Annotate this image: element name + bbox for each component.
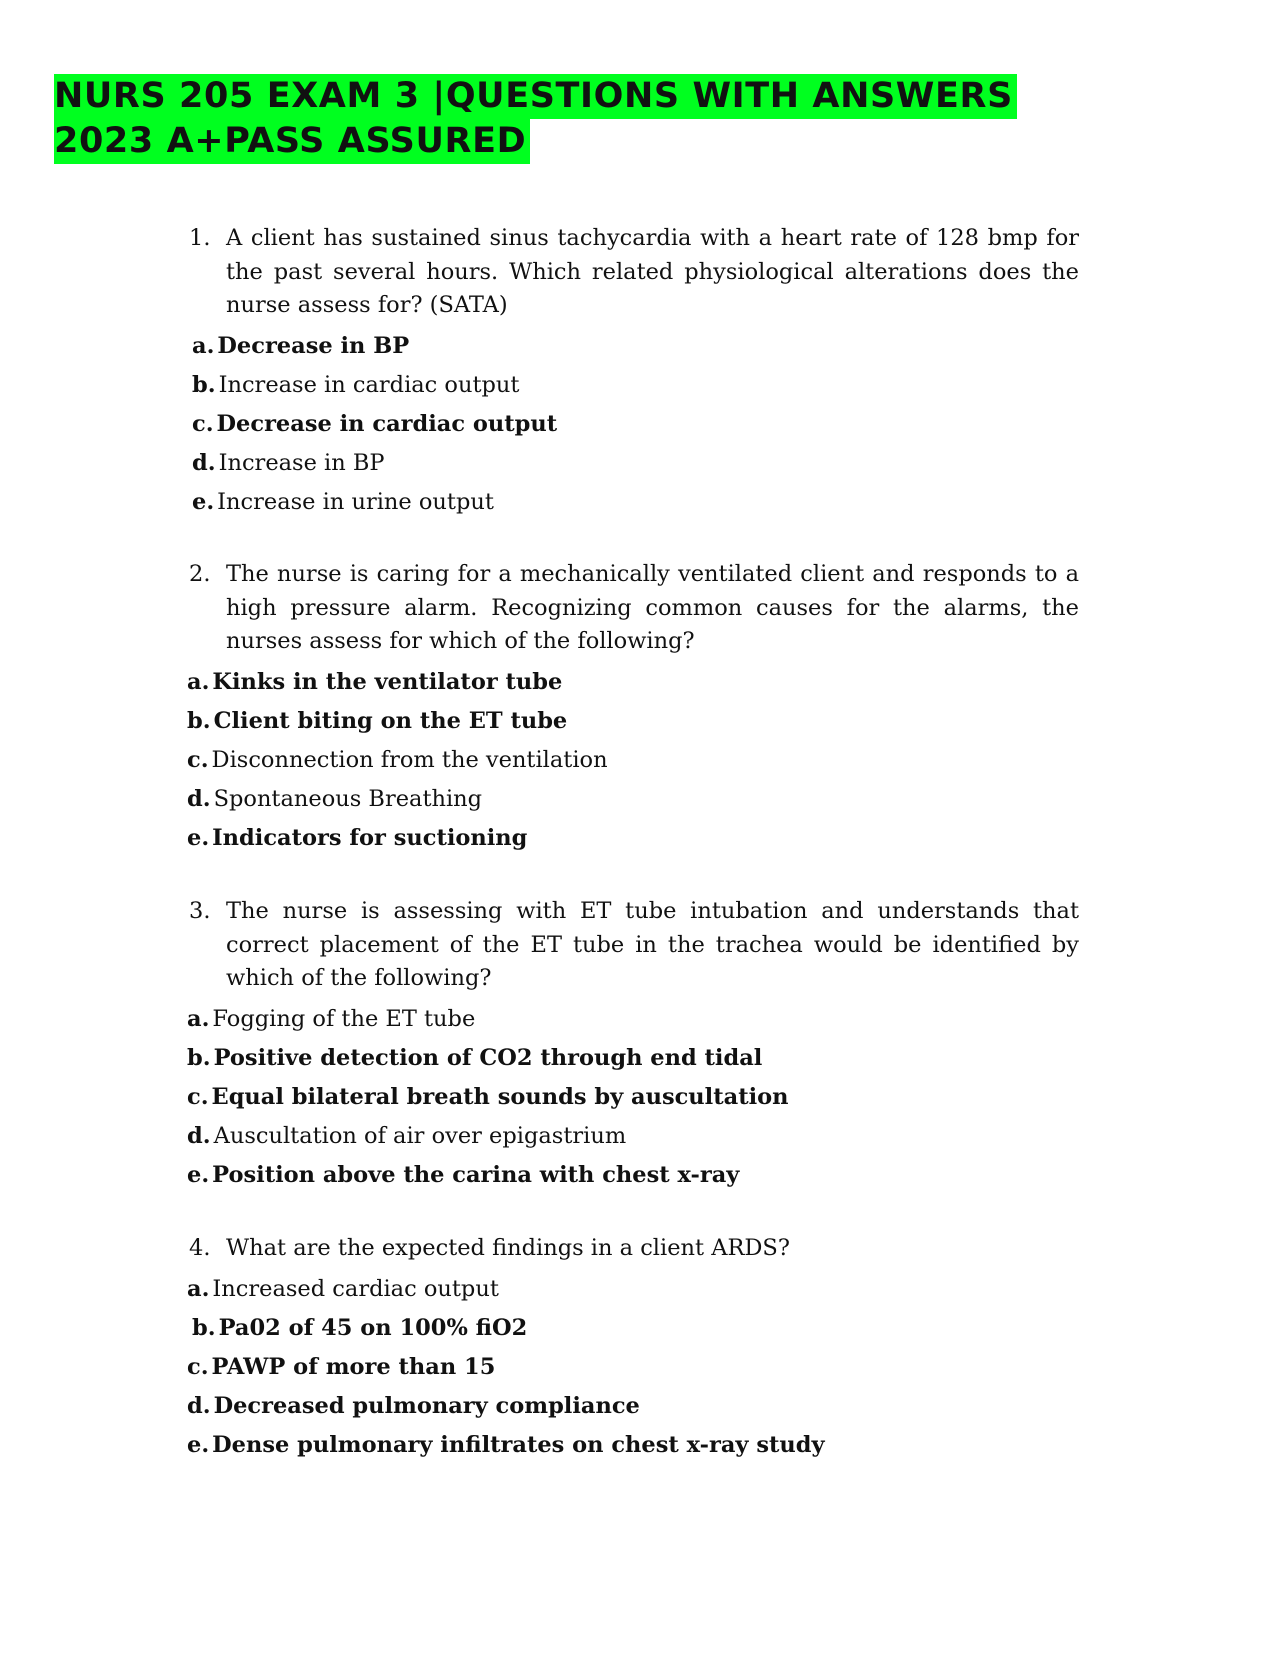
question-stem [189, 895, 1079, 996]
title-line-2: 2023 A+PASS ASSURED [54, 119, 530, 164]
option-b: b. Positive detection of CO2 through end tidal [187, 1044, 763, 1071]
option-list [187, 1270, 1079, 1465]
option-c: c. Equal bilateral breath sounds by auscultation [187, 1083, 789, 1110]
document-title [54, 74, 1017, 164]
option-a: a. Decrease in BP [192, 332, 410, 359]
question-number: 3. [189, 898, 211, 924]
question-2 [189, 558, 1079, 858]
option-a: a. Increased cardiac output [187, 1275, 499, 1302]
option-d: d. Auscultation of air over epigastrium [187, 1122, 627, 1149]
question-3 [189, 895, 1079, 1195]
title-line-1: NURS 205 EXAM 3 |QUESTIONS WITH ANSWERS [54, 74, 1017, 119]
question-number: 1. [189, 225, 211, 251]
option-b: b. Increase in cardiac output [192, 371, 520, 398]
option-a: a. Kinks in the ventilator tube [187, 668, 563, 695]
option-c: c. Disconnection from the ventilation [187, 746, 608, 773]
question-text: The nurse is assessing with ET tube intubation and understands that correct placement of the ET tube in the trachea would be identified by which of the following? [226, 898, 1079, 991]
option-d: d. Spontaneous Breathing [187, 785, 483, 812]
option-b: b. Pa02 of 45 on 100% fiO2 [192, 1314, 528, 1341]
question-4 [189, 1232, 1079, 1465]
option-e: e. Indicators for suctioning [187, 824, 528, 851]
option-c: c. Decrease in cardiac output [192, 410, 558, 437]
option-e: e. Increase in urine output [192, 488, 494, 515]
option-d: d. Increase in BP [192, 449, 385, 476]
question-text: A client has sustained sinus tachycardia with a heart rate of 128 bmp for the past several hours. Which related physiological alterations does the nurse assess for? (SATA) [226, 225, 1079, 318]
option-d: d. Decreased pulmonary compliance [187, 1392, 640, 1419]
option-list [187, 663, 1079, 858]
question-stem [189, 558, 1079, 659]
question-number: 4. [189, 1235, 211, 1261]
option-c: c. PAWP of more than 15 [187, 1353, 496, 1380]
option-list [192, 327, 1079, 522]
question-1 [189, 222, 1079, 522]
option-e: e. Position above the carina with chest x-ray [187, 1161, 740, 1188]
option-list [187, 1000, 1079, 1195]
question-text: What are the expected findings in a client ARDS? [226, 1235, 790, 1261]
option-a: a. Fogging of the ET tube [187, 1005, 476, 1032]
question-number: 2. [189, 561, 211, 587]
question-stem [189, 222, 1079, 323]
question-text: The nurse is caring for a mechanically ventilated client and responds to a high pressure alarm. Recognizing common causes for the alarms, the nurses assess for which of the following? [226, 561, 1079, 654]
option-e: e. Dense pulmonary infiltrates on chest x-ray study [187, 1431, 825, 1458]
question-stem [189, 1232, 1079, 1266]
option-b: b. Client biting on the ET tube [187, 707, 568, 734]
